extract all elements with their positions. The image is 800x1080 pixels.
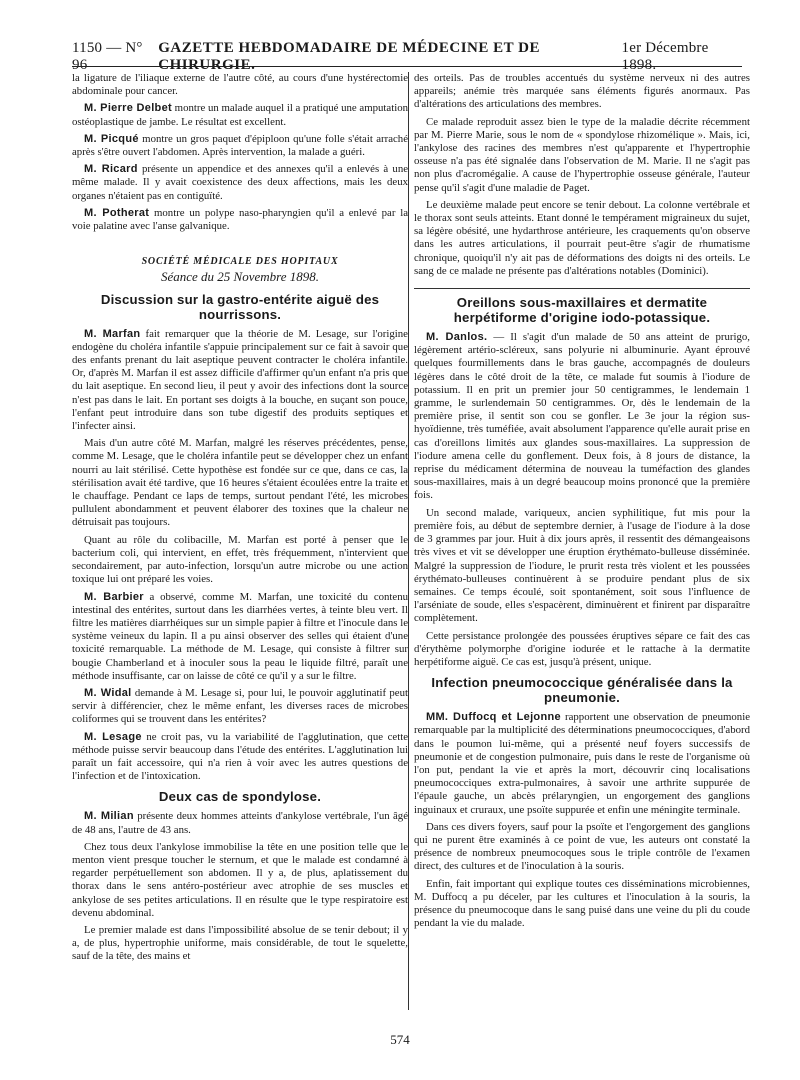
paragraph-text: montre un gros paquet d'épiploon qu'une folle s'était arraché après s'être ouvert l'abdomen. Après intervention, la malade a guéri. bbox=[72, 132, 408, 159]
paragraph-text: ne croit pas, vu la variabilité de l'agglutination, que cette méthode puisse servir beaucoup dans l'étude des entérites. L'agglutination lui paraît un fait accessoire, qui n'a rien à voir avec les autres questions de l'infection et de l'intoxication. bbox=[72, 730, 408, 783]
paragraph: Le deuxième malade peut encore se tenir debout. La colonne vertébrale et le thorax sont seuls atteints. Etant donné le tempérament migraineux du sujet, sa légère obésité, une hydarthrose antérieure, les craquements qu'on observe dans les autres articulations, il pourrait peut-être s'agir de rhumatisme chronique, quoiqu'il n'y ait pas de déformations des doigts ni des orteils. Le sang de ce malade ne présente pas d'altérations notables (Dominici). bbox=[414, 198, 750, 277]
session-date: Séance du 25 Novembre 1898. bbox=[160, 269, 319, 285]
paragraph: Mais d'un autre côté M. Marfan, malgré les réserves précédentes, pense, comme M. Lesage, que le choléra infantile peut se développer chez un enfant nourri au lait stérilisé. Cette hypothèse est fondée sur ce que, dans ce cas, la stérilisation avait été tardive, que 16 heures s'étaient écoulées entre la traite et le chauffage. Pendant ce laps de temps, surtout pendant l'été, les microbes pullulent abondamment et peuvent élaborer des toxines que la chaleur ne détruisait pas toujours. bbox=[72, 437, 408, 529]
header-rule bbox=[72, 66, 742, 67]
issue-number: 1150 — N° 96 bbox=[72, 40, 143, 73]
paragraph: Cette persistance prolongée des poussées éruptives sépare ce fait des cas d'érythème polymorphe d'origine iodurée et le rattache à la dermatite herpétiforme aiguë. Ce cas est, jusqu'à présent, unique. bbox=[414, 629, 750, 668]
paragraph-text: demande à M. Lesage si, pour lui, le pouvoir agglutinatif peut servir à différencier, chez le même enfant, les diverses races de microbes coliformes qui se trouvent dans les entérites? bbox=[72, 686, 408, 726]
page-number: 574 bbox=[390, 1032, 410, 1047]
paragraph bbox=[72, 133, 408, 159]
section-separator bbox=[414, 288, 750, 289]
speaker-name: M. Milian bbox=[84, 810, 134, 823]
paragraph-text: présente un appendice et des annexes qu'il a enlevés à une même malade. Il y avait coexistence des deux affections, mais les deux organes n'étaient pas en contiguïté. bbox=[72, 163, 409, 202]
paragraph: Un second malade, variqueux, ancien syphilitique, fut mis pour la première fois, au début de septembre dernier, à l'usage de l'iodure à la dose de 3 grammes par jour. Huit à dix jours après, il ressentit des démangeaisons très vives et vit se développer une éruption érythémato-bulleuse disséminée. Malgré la suppression de l'iodure, le prurit resta très violent et les poussées érythémato-bulleuses continuèrent à se produire pendant plus de six semaines. Ce temps écoulé, soit spontanément, soit sous l'influence de l'arséniate de soude, elles s'espacèrent, diminuèrent et finirent par disparaître complètement. bbox=[414, 506, 750, 625]
paragraph bbox=[72, 591, 408, 683]
paragraph bbox=[72, 163, 408, 203]
section-title: Discussion sur la gastro-entérite aiguë des nourrissons. bbox=[100, 291, 380, 322]
paragraph bbox=[72, 731, 408, 784]
paragraph: Enfin, fait important qui explique toutes ces disséminations microbiennes, M. Duffocq a pu déceler, par les cultures et l'inoculation à la souris, la présence du pneumocoque dans le sang puisé dans une veine du pli du coude pendant la vie du malade. bbox=[414, 877, 750, 930]
paragraph: la ligature de l'iliaque externe de l'autre côté, au cours d'une hystérectomie abdominale pour cancer. bbox=[72, 72, 408, 98]
speaker-name: M. Danlos. bbox=[426, 331, 488, 344]
speaker-name: M. Marfan bbox=[84, 327, 141, 340]
paragraph bbox=[72, 207, 408, 233]
right-column bbox=[414, 72, 750, 934]
paragraph bbox=[414, 711, 750, 817]
left-column bbox=[72, 72, 408, 968]
paragraph-text: — Il s'agit d'un malade de 50 ans atteint de prurigo, légèrement artério-scléreux, sans polyurie ni albuminurie. Ayant éprouvé quelques fourmillements dans le bras gauche, accompagnés de douleurs légères dans le côté droit de la tête, ce malade fut soumis à l'iodure de potassium. Il en prit un premier jour 50 centigrammes, le lendemain 1 gramme, le surlendemain 50 centigrammes. Or, dès le lendemain de la première prise, il sentit son cou se gonfler. Le 3e jour la région sus-hyoïdienne, très tuméfiée, avait absolument l'apparence qu'elle aurait prise en cas d'oreillons limités aux glandes sous-maxillaires. La suppression de l'iodure amena celle du gonflement. Deux fois, à 8 jours de distance, la reprise du médicament détermina de nouveau la tuméfaction des glandes sous-maxillaires, mais à un degré beaucoup moins prononcé que la première fois. bbox=[414, 331, 750, 502]
paragraph: Chez tous deux l'ankylose immobilise la tête en une position telle que le menton vient presque toucher le sternum, et que le malade est condamné à regarder perpétuellement son abdomen. Il y a, de plus, aplatissement du thorax dans le sens antéro-postérieur avec atrophie de ses muscles et ankylose de ses petites articulations. Il en résulte que le type respiratoire est devenu abdominal. bbox=[72, 840, 408, 919]
section-title: Infection pneumococcique généralisée dans la pneumonie. bbox=[431, 675, 733, 706]
paragraph bbox=[72, 687, 408, 727]
paragraph-text: a observé, comme M. Marfan, une toxicité du contenu intestinal des entérites, surtout dans les diarrhées vertes, à teinte bleu vert. Il filtre les matières diarrhéiques sur un simple papier à filtre et l'inocule dans le système veineux du lapin. Il a pu ainsi observer des selles qui étaient d'une toxicité remarquable. La méthode de M. Lesage, qui consiste à filtrer sur bougie Chamberland et à inoculer sous la peau le liquide filtré, paraît une méthode insuffisante, car on laisse de côté ce qu'il y a sur le filtre. bbox=[72, 590, 408, 682]
paragraph bbox=[72, 328, 408, 434]
society-heading: SOCIÉTÉ MÉDICALE DES HOPITAUX bbox=[141, 256, 339, 268]
paragraph: Dans ces divers foyers, sauf pour la psoïte et l'engorgement des ganglions qui ne purent être examinés à ce point de vue, les auteurs ont constaté la présence de nombreux pneumocoques sous le triple contrôle de l'examen direct, des cultures et de l'inoculation à la souris. bbox=[414, 820, 750, 873]
paragraph-text: présente deux hommes atteints d'ankylose vertébrale, l'un âgé de 48 ans, l'autre de 43 ans. bbox=[72, 810, 408, 836]
speaker-name: M. Potherat bbox=[84, 206, 150, 219]
paragraph-text: montre un malade auquel il a pratiqué une amputation ostéoplastique de jambe. Le résultat est excellent. bbox=[72, 102, 408, 128]
journal-title: GAZETTE HEBDOMADAIRE DE MÉDECINE ET DE CHIRURGIE. bbox=[158, 40, 540, 73]
issue-date: 1er Décembre 1898. bbox=[621, 40, 709, 73]
paragraph bbox=[414, 331, 750, 503]
column-divider bbox=[408, 72, 409, 1010]
paragraph: Quant au rôle du colibacille, M. Marfan est porté à penser que le bacterium coli, qui intervient, en effet, très fréquemment, n'intervient que secondairement, par auto-infection, lorsqu'un autre microbe ou une action toxique lui ont préparé les voies. bbox=[72, 533, 408, 586]
paragraph-text: fait remarquer que la théorie de M. Lesage, sur l'origine endogène du choléra infantile s'appuie principalement sur ce fait à savoir que des enfants prenant du lait aseptique peuvent contracter le choléra infantile. Or, d'après M. Marfan il est assez difficile d'affirmer qu'un enfant n'a pris que du lait aseptique. En second lieu, il peut y avoir des infections dont la source n'est pas dans le lait. En portant ses doigts à la bouche, en suçant son pouce, l'enfant peut introduire dans son tube digestif des produits septiques et l'infecter ainsi. bbox=[72, 327, 408, 433]
paragraph-text: rapportent une observation de pneumonie remarquable par la multiplicité des déterminations pneumococciques, d'abord dans le poumon lui-même, qui a présenté neuf foyers successifs de pneumonie et de congestion pulmonaire, puis dans le reste de l'organisme où l'on put, pendant la vie et après la mort, découvrir cinq localisations pneumococciques extra-pulmonaires, à savoir une arthrite suppurée de l'épaule gauche, un abcès prélaryngien, un engorgement des ganglions inguinaux et cruraux, une psoïte suppurée et enfin une méningite terminale. bbox=[414, 711, 750, 816]
speaker-name: M. Picqué bbox=[84, 132, 139, 145]
speaker-name: M. Ricard bbox=[84, 163, 138, 176]
speaker-name: M. Lesage bbox=[84, 730, 142, 743]
page-header bbox=[72, 40, 742, 73]
speaker-name: M. Pierre Delbet bbox=[84, 102, 172, 115]
speaker-name: M. Barbier bbox=[84, 590, 144, 603]
section-title: Oreillons sous-maxillaires et dermatite herpétiforme d'origine iodo-potassique. bbox=[453, 295, 711, 326]
speaker-name: MM. Duffocq et Lejonne bbox=[426, 711, 561, 724]
paragraph bbox=[72, 102, 408, 128]
paragraph: Ce malade reproduit assez bien le type de la maladie décrite récemment par M. Pierre Marie, sous le nom de « spondylose rhizomélique ». Mais, ici, l'ankylose des racines des membres n'est qu'apparente et l'hypertrophie osseuse n'a pas été signalée dans l'observation de M. Marie. Il ne s'agit pas non plus d'acromégalie. A cause de l'hypertrophie osseuse générale, l'auteur pense qu'il s'agit d'une maladie de Paget. bbox=[414, 115, 750, 194]
paragraph: Le premier malade est dans l'impossibilité absolue de se tenir debout; il y a, de plus, hypertrophie uniforme, mais considérable, de tout le squelette, sauf de la tête, des mains et bbox=[72, 923, 408, 963]
paragraph-text: montre un polype naso-pharyngien qu'il a enlevé par la voie palatine avec l'anse galvanique. bbox=[72, 206, 408, 233]
paragraph: des orteils. Pas de troubles accentués du système nerveux ni des autres appareils; anémie très marquée sans éléments figurés anormaux. Pas d'altérations des articulations des membres. bbox=[414, 72, 750, 111]
section-title: Deux cas de spondylose. bbox=[158, 789, 322, 805]
speaker-name: M. Widal bbox=[84, 686, 132, 699]
paragraph bbox=[72, 810, 408, 836]
